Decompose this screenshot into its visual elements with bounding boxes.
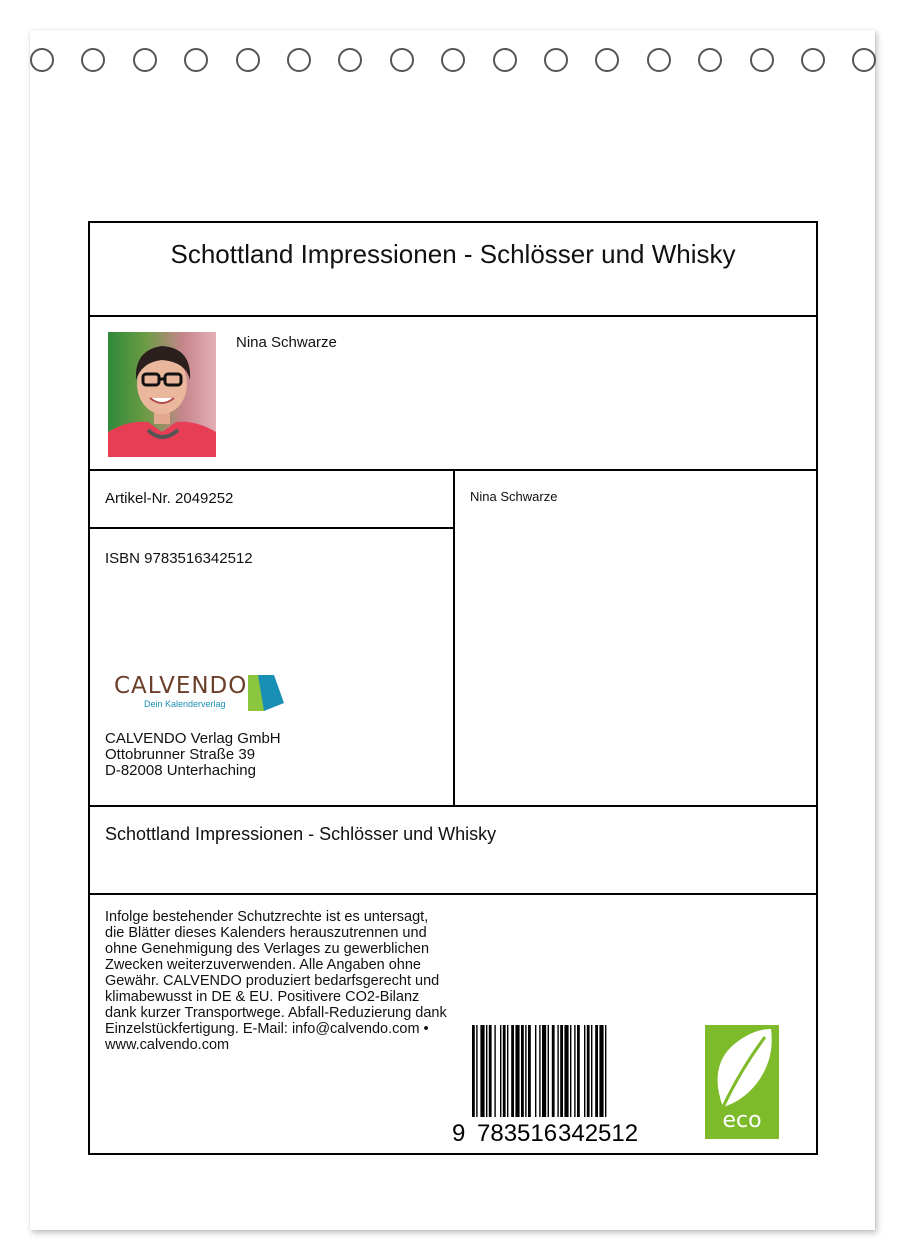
calendar-subtitle: Schottland Impressionen - Schlösser und Whisky [105,824,497,844]
barcode-bar [584,1025,585,1117]
article-number-box [88,469,455,529]
barcode-bar [557,1025,558,1117]
eco-badge [705,1025,779,1139]
binding-ring [390,48,414,72]
address-line-3: D-82008 Unterhaching [105,762,256,779]
logo-tagline: Dein Kalenderverlag [144,699,226,709]
right-author-name: Nina Schwarze [470,489,558,504]
calendar-title: Schottland Impressionen - Schlösser und Whisky [170,239,736,269]
barcode-bar [503,1025,506,1117]
barcode-digit-first: 9 [452,1120,466,1145]
binding-ring [493,48,517,72]
legal-box [88,893,818,1155]
binding-ring [750,48,774,72]
binding-ring [287,48,311,72]
barcode [450,1025,650,1145]
barcode-bar [595,1025,598,1117]
barcode-bar [548,1025,549,1117]
barcode-bar [587,1025,590,1117]
barcode-bar [605,1025,606,1117]
barcode-bar [528,1025,531,1117]
barcode-bar [535,1025,536,1117]
barcode-bar [521,1025,524,1117]
logo-mark-icon [246,673,286,713]
binding-ring [801,48,825,72]
barcode-bar [476,1025,477,1117]
barcode-bar [570,1025,571,1117]
barcode-bar [500,1025,501,1117]
barcode-bar [599,1025,603,1117]
barcode-bar [472,1025,475,1117]
binding-ring [133,48,157,72]
article-number: Artikel-Nr. 2049252 [105,490,234,507]
binding-ring [184,48,208,72]
barcode-bar [577,1025,580,1117]
binding-ring [698,48,722,72]
author-photo [108,332,216,457]
barcode-bar [525,1025,526,1117]
barcode-bar [552,1025,555,1117]
barcode-bar [574,1025,575,1117]
leaf-icon [705,1025,779,1115]
isbn: ISBN 9783516342512 [105,550,253,567]
logo-word: CALVENDO [114,673,248,699]
barcode-bar [591,1025,592,1117]
address-line-1: CALVENDO Verlag GmbH [105,730,281,747]
barcode-bar [560,1025,563,1117]
binding-ring [441,48,465,72]
barcode-bar [489,1025,492,1117]
binding-ring [647,48,671,72]
legal-text: Infolge bestehender Schutzrechte ist es untersagt, die Blätter dieses Kalenders herauszutrennen und ohne Genehmigung des Verlages zu gewerblichen Zwecken weiterzuverwenden. Alle Angaben ohne Gewähr. CALVENDO produziert bedarfsgerecht und klimabewusst in DE & EU. Positivere CO2-Bilanz dank kurzer Transportwege. Abfall-Reduzierung dank Einzelstückfertigung. E-Mail: info@calvendo.com • www.calvendo.com [105,909,447,1053]
eco-label: eco [722,1108,762,1133]
barcode-bar [511,1025,514,1117]
barcode-bar [564,1025,568,1117]
isbn-publisher-box [88,527,455,807]
barcode-digits-group1: 783516 [477,1120,558,1145]
calvendo-logo [114,673,294,715]
author-box [88,315,818,471]
barcode-bar [494,1025,495,1117]
author-name: Nina Schwarze [236,334,337,351]
barcode-bar [480,1025,484,1117]
binding-ring [544,48,568,72]
title-box [88,221,818,317]
binding-ring [236,48,260,72]
address-line-2: Ottobrunner Straße 39 [105,746,256,763]
barcode-bar [486,1025,487,1117]
barcode-bar [539,1025,540,1117]
barcode-bars [472,1025,606,1117]
binding-ring [30,48,54,72]
subtitle-box [88,805,818,895]
barcode-bar [507,1025,508,1117]
barcode-bar [515,1025,519,1117]
barcode-digits-group2: 342512 [558,1120,639,1145]
barcode-bar [542,1025,546,1117]
right-author-box [453,469,818,807]
publisher-address [105,731,281,779]
